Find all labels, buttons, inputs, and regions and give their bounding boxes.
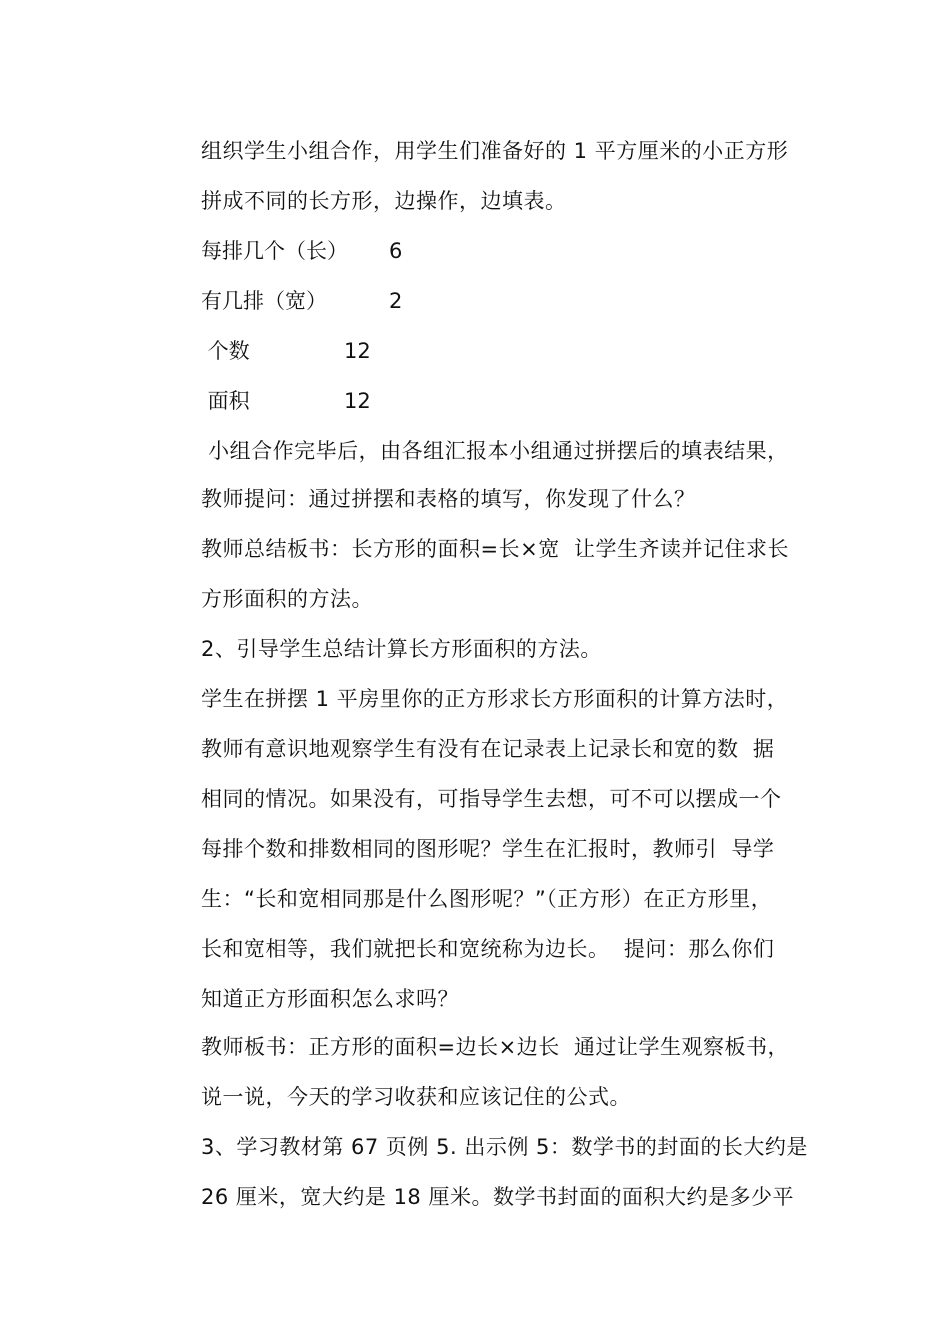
table-row-label: 有几排（宽） [201, 289, 327, 313]
paragraph-line: 教师板书：正方形的面积=边长×边长 通过让学生观察板书， [201, 1035, 790, 1059]
paragraph-line: 教师总结板书：长方形的面积=长×宽 让学生齐读并记住求长 [201, 537, 790, 561]
section-heading: 2、引导学生总结计算长方形面积的方法。 [201, 637, 602, 661]
paragraph-line: 教师提问：通过拼摆和表格的填写，你发现了什么？ [201, 487, 696, 511]
table-row-value: 2 [389, 289, 403, 313]
intro-line-1: 组织学生小组合作，用学生们准备好的 1 平方厘米的小正方形 [201, 139, 789, 163]
paragraph-line: 知道正方形面积怎么求吗？ [201, 987, 459, 1011]
paragraph-line: 生：“长和宽相同那是什么图形呢？”（正方形）在正方形里， [201, 887, 773, 911]
paragraph-line: 长和宽相等，我们就把长和宽统称为边长。 提问：那么你们 [201, 937, 775, 961]
intro-line-2: 拼成不同的长方形，边操作，边填表。 [201, 189, 567, 213]
paragraph-line: 说一说，今天的学习收获和应该记住的公式。 [201, 1085, 631, 1109]
paragraph-line: 每排个数和排数相同的图形呢？学生在汇报时，教师引 导学 [201, 837, 775, 861]
table-row-label: 面积 [201, 389, 250, 413]
table-row-value: 6 [389, 239, 403, 263]
paragraph-line: 相同的情况。如果没有，可指导学生去想，可不可以摆成一个 [201, 787, 782, 811]
table-row-label: 每排几个（长） [201, 239, 348, 263]
table-row-value: 12 [344, 339, 371, 363]
section-heading: 3、学习教材第 67 页例 5. 出示例 5：数学书的封面的长大约是 [201, 1135, 808, 1159]
paragraph-line: 学生在拼摆 1 平房里你的正方形求长方形面积的计算方法时， [201, 687, 789, 711]
paragraph-line: 方形面积的方法。 [201, 587, 373, 611]
table-row-label: 个数 [201, 339, 250, 363]
table-row-value: 12 [344, 389, 371, 413]
paragraph-line: 教师有意识地观察学生有没有在记录表上记录长和宽的数 据 [201, 737, 775, 761]
paragraph-line: 26 厘米，宽大约是 18 厘米。数学书封面的面积大约是多少平 [201, 1185, 794, 1209]
paragraph-line: 小组合作完毕后，由各组汇报本小组通过拼摆后的填表结果， [201, 439, 789, 463]
